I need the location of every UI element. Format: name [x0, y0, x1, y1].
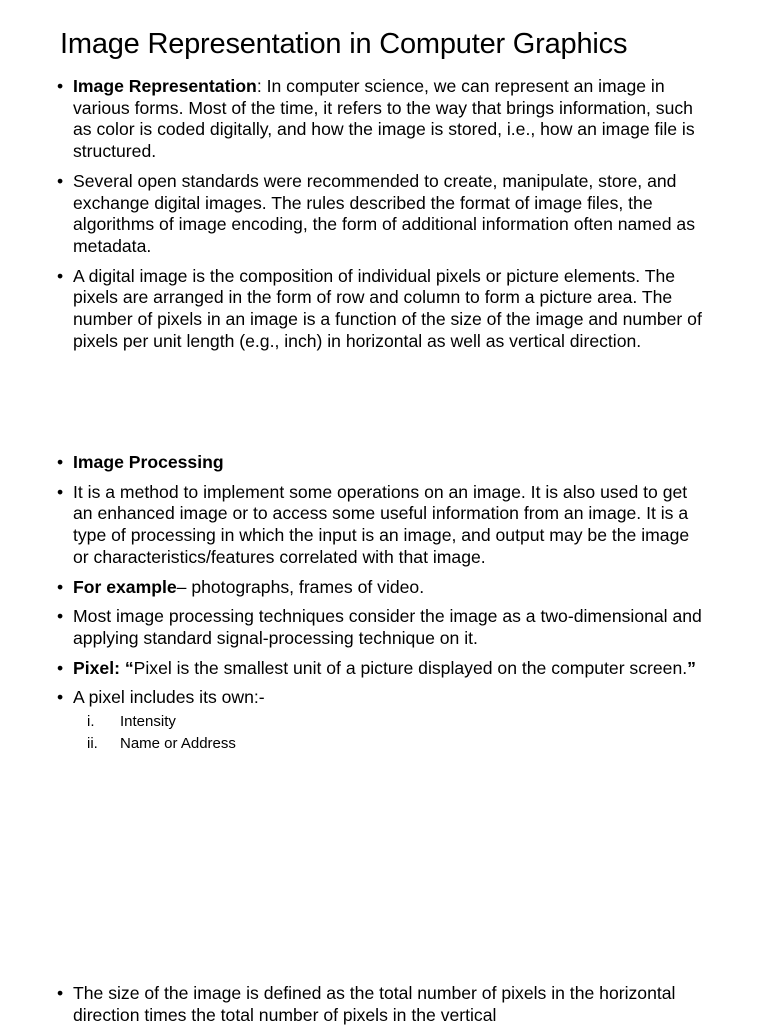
bullet-icon: • [57, 481, 64, 502]
closing-quote: ” [687, 657, 696, 678]
item-text: – photographs, frames of video. [176, 576, 425, 597]
item-text: A digital image is the composition of individual pixels or picture elements. The pixels are arranged in the form of row and column to form a picture area. The number of pixels in an image is a function of the size of the image and number of pixels per unit length (e.g., inch) in horizontal as well as vertical direction. [73, 265, 702, 351]
term-pixel: Pixel: “ [73, 657, 134, 678]
roman-numeral: ii. [87, 735, 98, 753]
pixel-definition: Pixel is the smallest unit of a picture displayed on the computer screen. [133, 657, 688, 678]
item-text: It is a method to implement some operations on an image. It is also used to get an enhanced image or to access some useful information from an image. It is a type of processing in which the input is an image, and output may be the image or characteristics/features correlated with that image. [73, 481, 690, 567]
list-item [56, 658, 706, 680]
bullet-icon: • [57, 576, 64, 597]
processing-bullet-list [56, 452, 706, 763]
list-item [56, 171, 706, 258]
section-heading-image-processing: Image Processing [73, 452, 224, 472]
list-item [56, 606, 706, 649]
sub-item-label: Name or Address [120, 735, 236, 753]
item-text: Several open standards were recommended to create, manipulate, store, and exchange digital images. The rules described the format of image files, the algorithms of image encoding, the form of additional information often named as metadata. [73, 170, 696, 256]
bullet-icon: • [57, 76, 64, 96]
list-item [56, 482, 706, 569]
item-text: A pixel includes its own:- [73, 687, 265, 708]
list-item [56, 452, 706, 474]
item-text: Most image processing techniques consider the image as a two-dimensional and applying standard signal-processing technique on it. [73, 606, 702, 648]
bullet-icon: • [57, 983, 64, 1003]
item-text: : In computer science, we can represent an image in various forms. Most of the time, it refers to the way that brings information, such as color is coded digitally, and how the image is stored, i.e., how an image file is structured. [73, 76, 695, 162]
sub-list-item [73, 711, 706, 733]
sub-list-item [73, 733, 706, 755]
bullet-icon: • [57, 657, 64, 678]
roman-numeral: i. [87, 713, 95, 731]
bullet-icon: • [57, 265, 64, 286]
term-for-example: For example [73, 576, 177, 597]
list-item [56, 687, 706, 755]
representation-bullet-list [56, 76, 706, 360]
bullet-icon: • [57, 606, 64, 627]
list-item [56, 983, 706, 1026]
list-item [56, 577, 706, 599]
bullet-icon: • [57, 170, 64, 191]
list-item [56, 76, 706, 163]
bullet-icon: • [57, 452, 64, 472]
item-text: The size of the image is defined as the total number of pixels in the horizontal direction times the total number of pixels in the vertical [73, 983, 676, 1025]
bullet-icon: • [57, 687, 64, 708]
term-image-representation: Image Representation [73, 76, 257, 96]
image-size-bullet-list [56, 983, 706, 1034]
page-title: Image Representation in Computer Graphics [60, 28, 628, 60]
list-item [56, 266, 706, 353]
sub-item-label: Intensity [120, 713, 176, 731]
pixel-attributes-list [73, 711, 706, 755]
